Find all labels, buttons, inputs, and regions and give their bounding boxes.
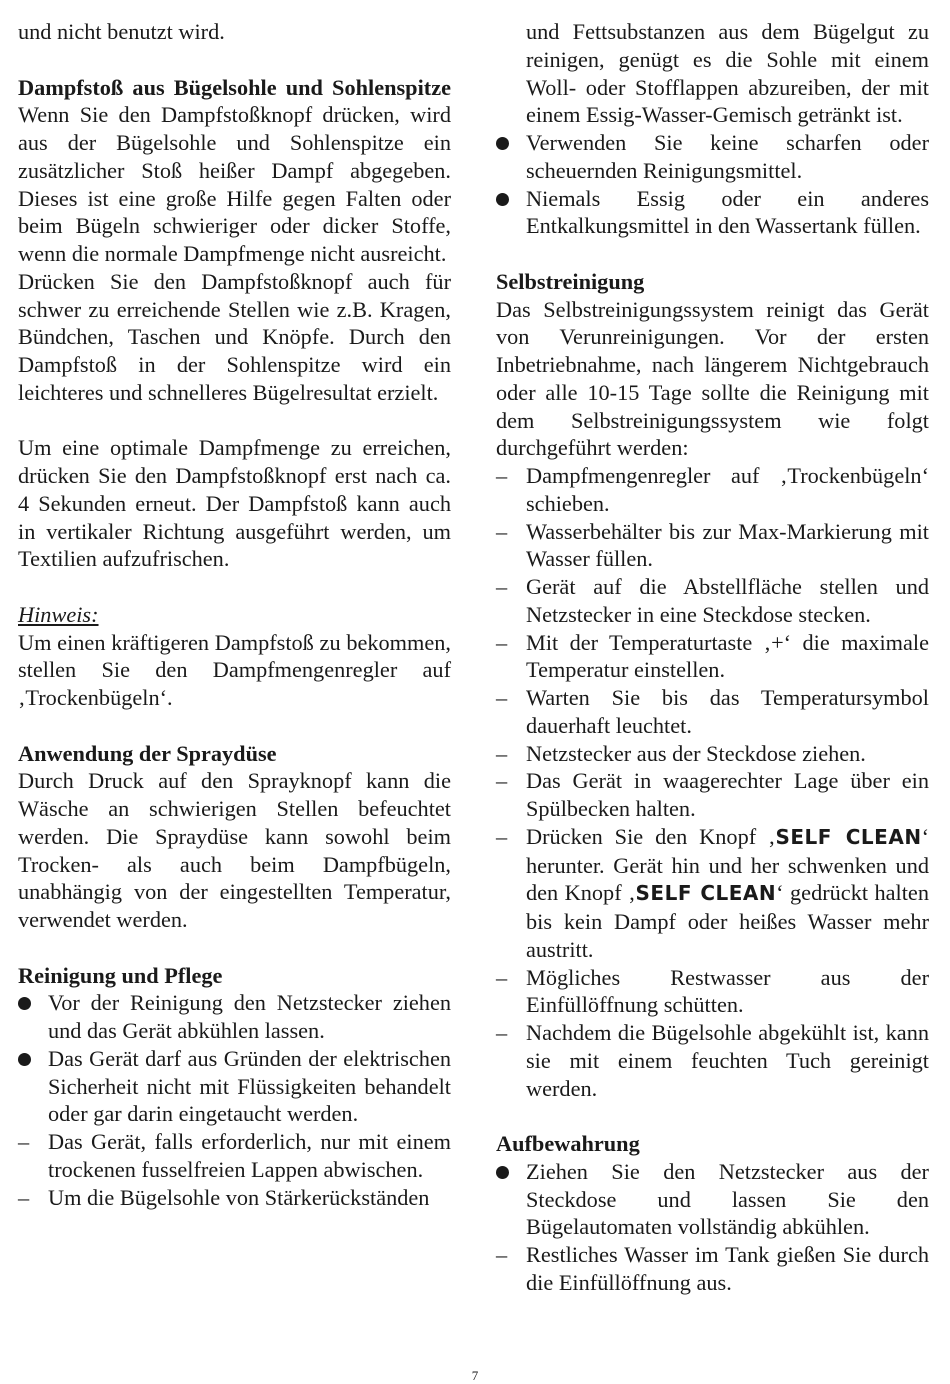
page-number: 7 [471,1368,479,1383]
left-column [18,18,451,1211]
self-cleaning-text: Das Selbstreinigungssystem reinigt das Gerät von Verunreinigungen. Vor der ersten Inbetriebnahme, nach längerem Nichtgebrauch oder alle 10-15 Tage sollte die Reinigung mit dem Selbstreinigungssystem wie folgt durchgeführt werden: [496,296,929,461]
step-item: – Gerät auf die Abstellfläche stellen und Netzstecker in eine Steckdose stecken. [496,574,929,627]
list-item: Verwenden Sie keine scharfen oder scheuernden Reinigungsmittel. [496,129,929,185]
hint-label: Hinweis: [18,601,99,627]
right-column [496,18,929,1297]
list-item: – Um die Bügelsohle von Stärkerückständen [18,1184,430,1210]
heading-spray: Anwendung der Spraydüse [18,740,277,766]
step-item: – Dampfmengenregler auf ‚Trockenbügeln‘ schieben. [496,463,929,516]
step-item: – Das Gerät in waagerechter Lage über ein Spülbecken halten. [496,768,929,821]
bullet-marker [496,1158,518,1186]
dash-marker: – [18,1129,30,1154]
step-item: – Nachdem die Bügelsohle abgekühlt ist, kann sie mit einem feuchten Tuch gereinigt werden. [496,1020,929,1101]
list-item: Niemals Essig oder ein anderes Entkalkungsmittel in den Wassertank füllen. [496,185,929,241]
bullet-marker [496,129,518,157]
heading-cleaning: Reinigung und Pflege [18,962,223,988]
step-item: – Mögliches Restwasser aus der Einfüllöffnung schütten. [496,964,929,1018]
intro-text: und nicht benutzt wird. [18,19,225,44]
spray-text: Durch Druck auf den Sprayknopf kann die Wäsche an schwierigen Stellen befeuchtet werden. Die Spraydüse kann sowohl beim Trocken- als auch beim Dampfbügeln, unabhängig von der eingestellten Temperatur, verwendet werden. [18,768,451,932]
hint-text: Um einen kräftigeren Dampfstoß zu bekommen, stellen Sie den Dampfmengenregler auf ‚Trockenbügeln‘. [18,629,451,710]
list-item: Vor der Reinigung den Netzstecker ziehen und das Gerät abkühlen lassen. [18,989,451,1045]
list-item: Ziehen Sie den Netzstecker aus der Steckdose und lassen Sie den Bügelautomaten vollständig abkühlen. [496,1158,929,1241]
self-cleaning-steps [496,462,929,1102]
self-clean-key-label: SELF CLEAN [775,824,922,849]
dampf-paragraph-3: Um eine optimale Dampfmenge zu erreichen, drücken Sie den Dampfstoßknopf erst nach ca. 4 Sekunden erneut. Der Dampfstoß kann auch in vertikaler Richtung ausgeführt werden, um Textilien aufzufrischen. [18,435,451,572]
bullet-marker [496,185,518,213]
cleaning-list [18,989,451,1211]
step-item: – Wasserbehälter bis zur Max-Markierung mit Wasser füllen. [496,518,929,572]
dash-marker: – [18,1184,30,1210]
self-clean-key-label: SELF CLEAN [635,881,777,906]
list-item: – Das Gerät, falls erforderlich, nur mit einem trockenen fusselfreien Lappen abwischen. [18,1129,451,1182]
bullet-marker [18,989,40,1017]
continued-list [496,18,929,240]
heading-self-cleaning: Selbstreinigung [496,268,645,294]
step-item: – Netzstecker aus der Steckdose ziehen. [496,740,866,766]
heading-dampfstoss: Dampfstoß aus Bügelsohle und Sohlenspitze [18,74,451,100]
bullet-marker [18,1045,40,1073]
list-item-continued: und Fettsubstanzen aus dem Bügelgut zu reinigen, genügt es die Sohle mit einem Woll- oder Stofflappen abzureiben, der mit einem Essig-Wasser-Gemisch getränkt ist. [526,19,929,128]
dampf-paragraph-2: Drücken Sie den Dampfstoßknopf auch für schwer zu erreichende Stellen wie z.B. Kragen, Bündchen, Taschen und Knöpfe. Durch den Dampfstoß in der Sohlenspitze wird ein leichteres und schnelleres Bügelresultat erzielt. [18,268,451,405]
storage-list [496,1158,929,1297]
list-item: Das Gerät darf aus Gründen der elektrischen Sicherheit nicht mit Flüssigkeiten behandelt oder gar darin eingetaucht werden. [18,1045,451,1128]
dampf-paragraph-1: Wenn Sie den Dampfstoßknopf drücken, wird aus der Bügelsohle und Sohlenspitze ein zusätzlicher Stoß heißer Dampf abgegeben. Dieses ist eine große Hilfe gegen Falten oder beim Bügeln schwieriger oder dicker Stoffe, wenn die normale Dampfmenge nicht ausreicht. [18,102,451,266]
step-item: – Mit der Temperaturtaste ‚+‘ die maximale Temperatur einstellen. [496,629,929,683]
step-item: – Warten Sie bis das Temperatursymbol dauerhaft leuchtet. [496,685,929,738]
dash-marker: – [496,1242,508,1267]
list-item: – Restliches Wasser im Tank gießen Sie durch die Einfüllöffnung aus. [496,1242,929,1295]
heading-storage: Aufbewahrung [496,1131,640,1156]
step-item-self-clean: – Drücken Sie den Knopf ‚SELF CLEAN‘ herunter. Gerät hin und her schwenken und den Knopf ‚SELF CLEAN‘ gedrückt halten bis kein Dampf oder heißes Wasser mehr austritt. [496,823,929,962]
